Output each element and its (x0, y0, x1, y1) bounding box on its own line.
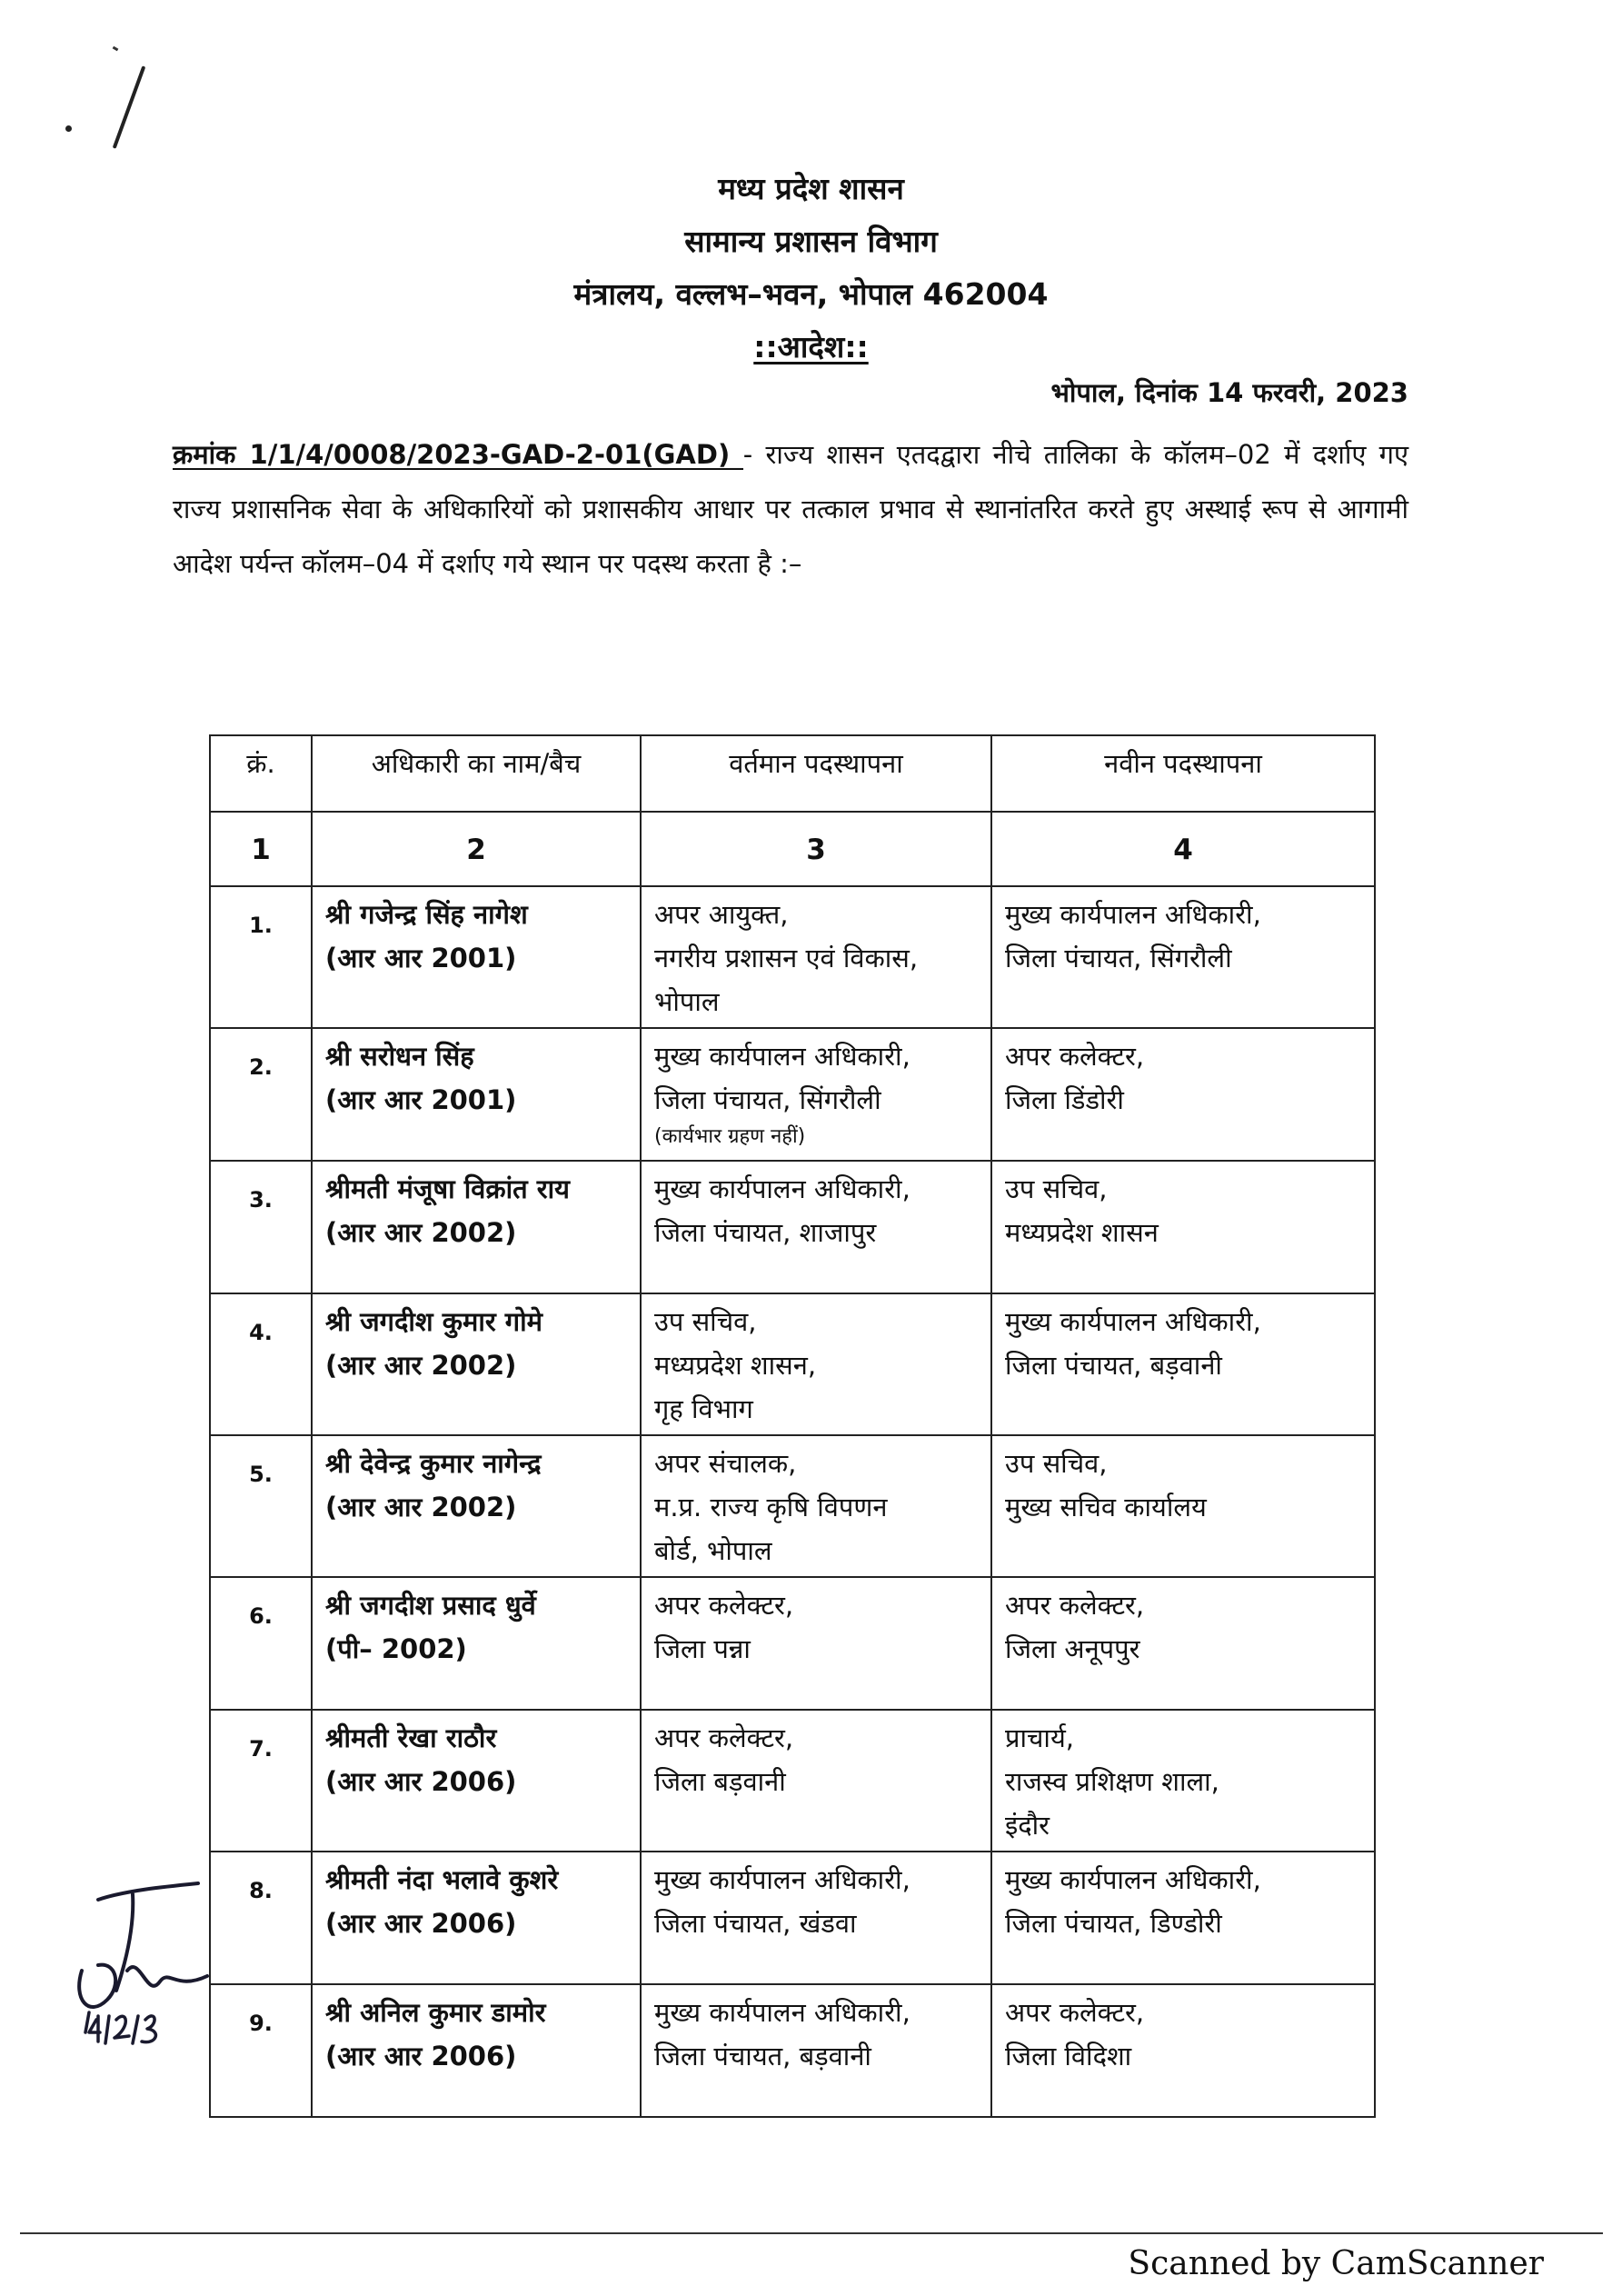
current-posting-cell (641, 1984, 991, 2117)
current-posting-cell (641, 1028, 991, 1161)
officer-cell (312, 1577, 641, 1710)
footer-divider (20, 2232, 1603, 2234)
current-posting-cell (641, 1577, 991, 1710)
officer-name: श्री जगदीश प्रसाद धुर्वे (325, 1590, 536, 1621)
header-department: सामान्य प्रशासन विभाग (684, 224, 938, 259)
current-posting-line: बोर्ड, भोपाल (654, 1535, 772, 1566)
handwritten-stroke (113, 65, 146, 149)
row-serial: 4. (210, 1293, 312, 1435)
officer-batch: (आर आर 2002) (325, 1350, 517, 1381)
officer-name: श्रीमती मंजूषा विक्रांत राय (325, 1173, 570, 1204)
new-posting-line: अपर कलेक्टर, (1005, 1997, 1145, 2028)
new-posting-cell (991, 1710, 1375, 1852)
column-number: 4 (991, 812, 1375, 886)
officer-cell (312, 1161, 641, 1293)
table-row (210, 1984, 1375, 2117)
officer-name: श्रीमती नंदा भलावे कुशरे (325, 1864, 559, 1895)
new-posting-line: राजस्व प्रशिक्षण शाला, (1005, 1766, 1219, 1797)
current-posting-line: जिला पंचायत, खंडवा (654, 1908, 857, 1939)
officer-cell (312, 1435, 641, 1577)
officer-cell (312, 1293, 641, 1435)
row-serial: 3. (210, 1161, 312, 1293)
current-posting-line: अपर संचालक, (654, 1448, 797, 1479)
new-posting-line: जिला डिंडोरी (1005, 1084, 1124, 1115)
current-posting-line: मुख्य कार्यपालन अधिकारी, (654, 1173, 911, 1204)
table-row (210, 1710, 1375, 1852)
header-new-posting: नवीन पदस्थापना (991, 735, 1375, 812)
header-officer: अधिकारी का नाम/बैच (312, 735, 641, 812)
table-row (210, 1293, 1375, 1435)
current-posting-line: जिला बड़वानी (654, 1766, 786, 1797)
row-serial: 2. (210, 1028, 312, 1161)
table-row (210, 1577, 1375, 1710)
new-posting-cell (991, 1293, 1375, 1435)
order-reference: क्रमांक 1/1/4/0008/2023-GAD-2-01(GAD) (173, 439, 731, 470)
officer-name: श्री जगदीश कुमार गोमे (325, 1306, 542, 1337)
officer-cell (312, 1984, 641, 2117)
officer-batch: (आर आर 2006) (325, 2041, 517, 2071)
row-serial: 9. (210, 1984, 312, 2117)
row-serial: 8. (210, 1852, 312, 1984)
row-serial: 6. (210, 1577, 312, 1710)
current-posting-line: मुख्य कार्यपालन अधिकारी, (654, 1864, 911, 1895)
header-government: मध्य प्रदेश शासन (718, 171, 904, 206)
order-body: _- राज्य शासन एतदद्वारा नीचे तालिका के कॉलम–02 में दर्शाए गए राज्य प्रशासनिक सेवा के अधिकारियों को प्रशासकीय आधार पर तत्काल प्रभाव से स्थानांतरित करते हुए अस्थाई रूप से आगामी आदेश पर्यन्त कॉलम–04 में दर्शाए गये स्थान पर पदस्थ करता है :– (173, 439, 1409, 579)
table-row (210, 886, 1375, 1028)
officer-batch: (आर आर 2001) (325, 943, 517, 973)
scanner-watermark: Scanned by CamScanner (1128, 2245, 1544, 2282)
officer-cell (312, 1710, 641, 1852)
current-posting-cell (641, 886, 991, 1028)
current-posting-cell (641, 1161, 991, 1293)
new-posting-cell (991, 1852, 1375, 1984)
officer-batch: (आर आर 2001) (325, 1084, 517, 1115)
officer-cell (312, 1852, 641, 1984)
order-date: भोपाल, दिनांक 14 फरवरी, 2023 (1050, 377, 1408, 408)
order-title: ::आदेश:: (753, 329, 869, 364)
new-posting-line: मुख्य कार्यपालन अधिकारी, (1005, 1864, 1261, 1895)
current-posting-line: नगरीय प्रशासन एवं विकास, (654, 943, 919, 973)
table-row (210, 1435, 1375, 1577)
officer-name: श्री देवेन्द्र कुमार नागेन्द्र (325, 1448, 542, 1479)
new-posting-line: जिला पंचायत, बड़वानी (1005, 1350, 1222, 1381)
current-posting-note: (कार्यभार ग्रहण नहीं) (654, 1125, 806, 1148)
current-posting-line: जिला पंचायत, शाजापुर (654, 1217, 877, 1248)
current-posting-line: गृह विभाग (654, 1393, 753, 1424)
new-posting-line: उप सचिव, (1005, 1173, 1108, 1204)
new-posting-line: इंदौर (1005, 1810, 1050, 1841)
officer-name: श्री सरोधन सिंह (325, 1041, 474, 1072)
officer-batch: (पी– 2002) (325, 1633, 467, 1664)
new-posting-line: मुख्य कार्यपालन अधिकारी, (1005, 899, 1261, 930)
current-posting-line: उप सचिव, (654, 1306, 757, 1337)
current-posting-cell (641, 1852, 991, 1984)
officer-name: श्री गजेन्द्र सिंह नागेश (325, 899, 528, 930)
scan-dot (65, 125, 72, 132)
row-serial: 1. (210, 886, 312, 1028)
current-posting-line: भोपाल (654, 986, 720, 1017)
new-posting-line: मध्यप्रदेश शासन (1005, 1217, 1159, 1248)
column-number: 1 (210, 812, 312, 886)
officer-name: श्रीमती रेखा राठौर (325, 1722, 497, 1753)
table-row (210, 1028, 1375, 1161)
officer-batch: (आर आर 2006) (325, 1908, 517, 1939)
header-current-posting: वर्तमान पदस्थापना (641, 735, 991, 812)
current-posting-line: अपर आयुक्त, (654, 899, 789, 930)
table-row (210, 1161, 1375, 1293)
current-posting-line: मुख्य कार्यपालन अधिकारी, (654, 1997, 911, 2028)
current-posting-line: मध्यप्रदेश शासन, (654, 1350, 817, 1381)
current-posting-line: अपर कलेक्टर, (654, 1590, 794, 1621)
new-posting-cell (991, 1984, 1375, 2117)
officer-cell (312, 1028, 641, 1161)
row-serial: 5. (210, 1435, 312, 1577)
current-posting-line: जिला पन्ना (654, 1633, 751, 1664)
new-posting-line: जिला पंचायत, डिण्डोरी (1005, 1908, 1222, 1939)
officer-batch: (आर आर 2006) (325, 1766, 517, 1797)
new-posting-line: प्राचार्य, (1005, 1722, 1074, 1753)
column-number: 3 (641, 812, 991, 886)
new-posting-cell (991, 886, 1375, 1028)
column-number: 2 (312, 812, 641, 886)
current-posting-cell (641, 1293, 991, 1435)
table-row (210, 1852, 1375, 1984)
officer-batch: (आर आर 2002) (325, 1492, 517, 1522)
officer-name: श्री अनिल कुमार डामोर (325, 1997, 546, 2028)
new-posting-line: जिला अनूपपुर (1005, 1633, 1140, 1664)
current-posting-line: जिला पंचायत, सिंगरौली (654, 1084, 881, 1115)
header-sno: क्रं. (210, 735, 312, 812)
new-posting-line: मुख्य सचिव कार्यालय (1005, 1492, 1207, 1522)
new-posting-line: उप सचिव, (1005, 1448, 1108, 1479)
new-posting-cell (991, 1435, 1375, 1577)
officer-cell (312, 886, 641, 1028)
header-address: मंत्रालय, वल्लभ–भवन, भोपाल 462004 (573, 276, 1049, 312)
new-posting-line: जिला विदिशा (1005, 2041, 1132, 2071)
transfer-table (209, 734, 1376, 2118)
new-posting-cell (991, 1577, 1375, 1710)
current-posting-line: मुख्य कार्यपालन अधिकारी, (654, 1041, 911, 1072)
new-posting-line: अपर कलेक्टर, (1005, 1041, 1145, 1072)
new-posting-cell (991, 1161, 1375, 1293)
current-posting-line: जिला पंचायत, बड़वानी (654, 2041, 871, 2071)
scan-mark-tick (113, 46, 119, 52)
new-posting-line: अपर कलेक्टर, (1005, 1590, 1145, 1621)
current-posting-line: अपर कलेक्टर, (654, 1722, 794, 1753)
new-posting-line: मुख्य कार्यपालन अधिकारी, (1005, 1306, 1261, 1337)
order-paragraph (173, 427, 1408, 591)
new-posting-line: जिला पंचायत, सिंगरौली (1005, 943, 1232, 973)
order-title-wrap (0, 329, 1622, 365)
current-posting-cell (641, 1435, 991, 1577)
table-column-number-row (210, 812, 1375, 886)
table-header-row (210, 735, 1375, 812)
officer-batch: (आर आर 2002) (325, 1217, 517, 1248)
handwritten-signature (62, 1863, 225, 2054)
new-posting-cell (991, 1028, 1375, 1161)
current-posting-cell (641, 1710, 991, 1852)
row-serial: 7. (210, 1710, 312, 1852)
table-body (210, 886, 1375, 2117)
current-posting-line: म.प्र. राज्य कृषि विपणन (654, 1492, 888, 1522)
